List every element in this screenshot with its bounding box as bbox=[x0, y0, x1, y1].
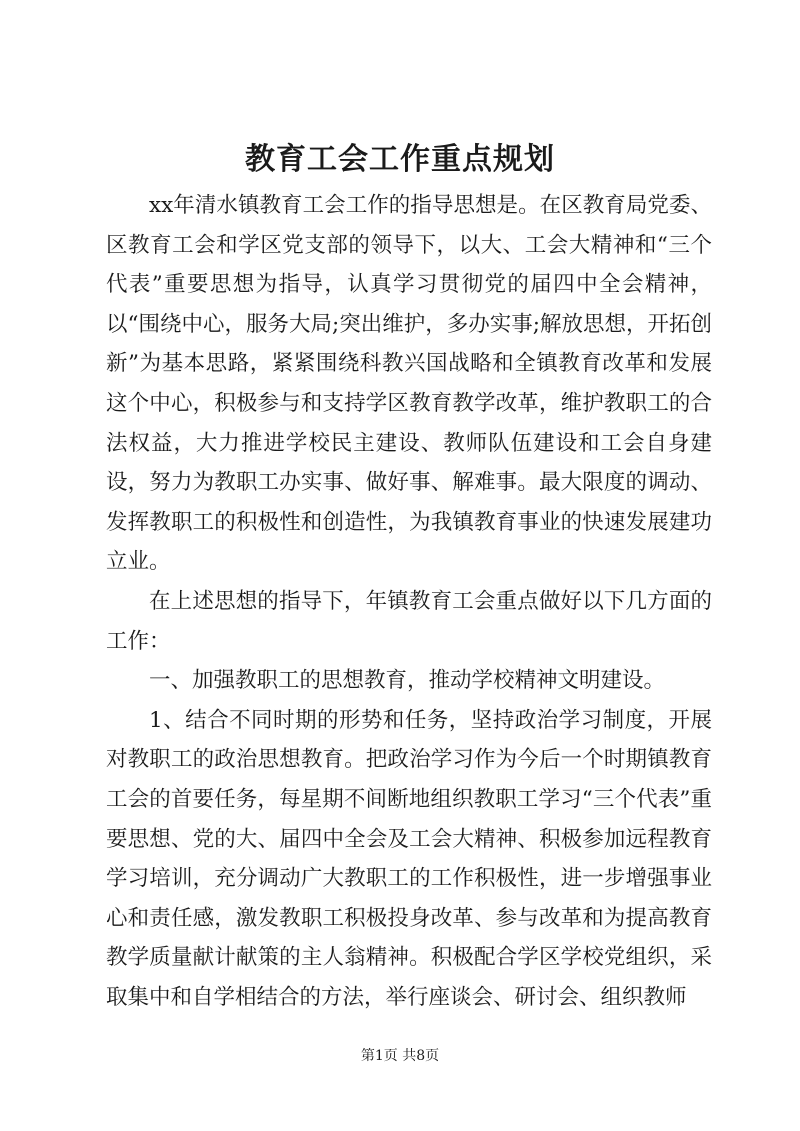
page-footer: 第1页 共8页 bbox=[360, 1048, 440, 1064]
paragraph-item-1: 1、结合不同时期的形势和任务，坚持政治学习制度，开展对教职工的政治思想教育。把政治学习作为今后一个时期镇教育工会的首要任务，每星期不间断地组织教职工学习“三个代表”重要思想、党的大、届四中全会及工会大精神、积极参加远程教育学习培训，充分调动广大教职工的工作积极性，进一步增强事业心和责任感，激发教职工积极投身改革、参与改革和为提高教育教学质量献计献策的主人翁精神。积极配合学区学校党组织，采取集中和自学相结合的方法，举行座谈会、研讨会、组织教师 bbox=[106, 707, 712, 1010]
paragraph-guiding-thought: xx年清水镇教育工会工作的指导思想是。在区教育局党委、区教育工会和学区党支部的领导下，以大、工会大精神和“三个代表”重要思想为指导，认真学习贯彻党的届四中全会精神，以“围绕中心，服务大局;突出维护，多办实事;解放思想，开拓创新”为基本思路，紧紧围绕科教兴国战略和全镇教育改革和发展这个中心，积极参与和支持学区教育教学改革，维护教职工的合法权益，大力推进学校民主建设、教师队伍建设和工会自身建设，努力为教职工办实事、做好事、解难事。最大限度的调动、发挥教职工的积极性和创造性，为我镇教育事业的快速发展建功立业。 bbox=[106, 193, 712, 575]
document-body bbox=[106, 186, 712, 1017]
paragraph-work-intro: 在上述思想的指导下，年镇教育工会重点做好以下几方面的工作： bbox=[106, 588, 712, 654]
document-title: 教育工会工作重点规划 bbox=[245, 142, 555, 177]
section-heading-1: 一、加强教职工的思想教育，推动学校精神文明建设。 bbox=[149, 668, 666, 694]
